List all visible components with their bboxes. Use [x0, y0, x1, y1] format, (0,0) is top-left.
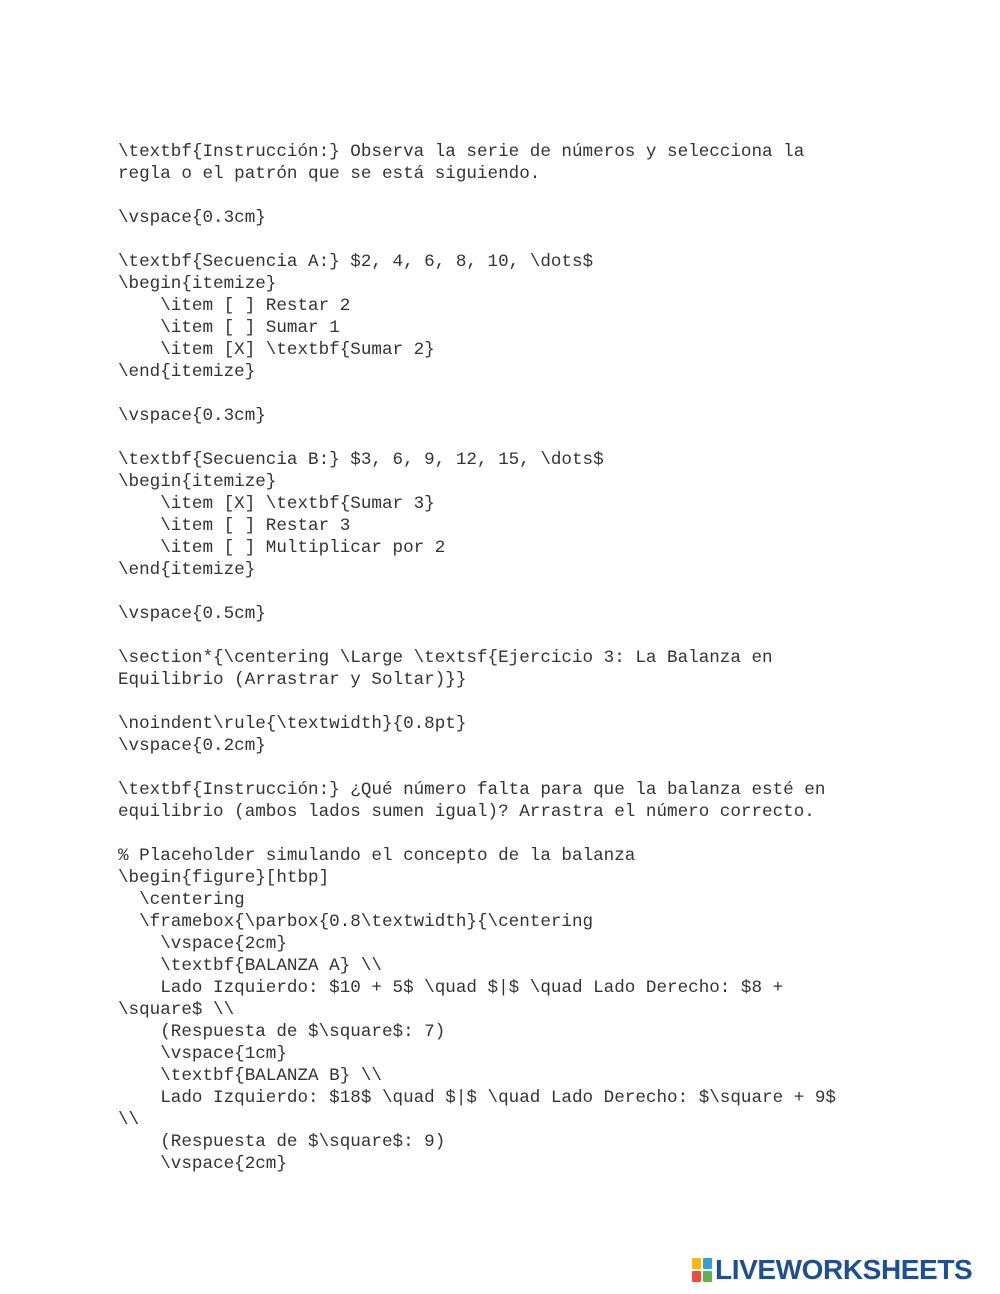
text-line: \framebox{\parbox{0.8\textwidth}{\centering — [118, 912, 594, 932]
text-line: \vspace{2cm} — [118, 934, 287, 954]
text-line: \noindent\rule{\textwidth}{0.8pt} — [118, 714, 467, 734]
text-line: \item [ ] Sumar 1 — [118, 318, 340, 338]
text-line: \begin{itemize} — [118, 472, 277, 492]
text-line: \\ — [118, 1110, 140, 1130]
text-line: Lado Izquierdo: $18$ \quad $|$ \quad Lado Derecho: $\square + 9$ — [118, 1088, 836, 1108]
logo-square-icon — [703, 1258, 712, 1269]
text-line: \item [ ] Restar 3 — [118, 516, 351, 536]
blank-line — [118, 185, 978, 207]
text-line: \textbf{Instrucción:} ¿Qué número falta para que la balanza esté en — [118, 780, 826, 800]
text-line: \textbf{Instrucción:} Observa la serie de números y selecciona la — [118, 142, 805, 162]
text-line: Lado Izquierdo: $10 + 5$ \quad $|$ \quad Lado Derecho: $8 + — [118, 978, 784, 998]
text-line: \end{itemize} — [118, 362, 256, 382]
text-line: \textbf{Secuencia B:} $3, 6, 9, 12, 15, \dots$ — [118, 450, 604, 470]
text-line: Equilibrio (Arrastrar y Soltar)}} — [118, 670, 467, 690]
text-line: \end{itemize} — [118, 560, 256, 580]
text-line: % Placeholder simulando el concepto de la balanza — [118, 846, 636, 866]
text-line: \item [X] \textbf{Sumar 2} — [118, 340, 435, 360]
blank-line — [118, 757, 978, 779]
text-line: \textbf{BALANZA A} \\ — [118, 956, 382, 976]
text-line: (Respuesta de $\square$: 7) — [118, 1022, 446, 1042]
liveworksheets-logo-icon — [692, 1258, 712, 1282]
text-line: \begin{figure}[htbp] — [118, 868, 330, 888]
text-line: \begin{itemize} — [118, 274, 277, 294]
text-line: \textbf{BALANZA B} \\ — [118, 1066, 382, 1086]
latex-source-text — [118, 141, 978, 1175]
text-line: \section*{\centering \Large \textsf{Ejercicio 3: La Balanza en — [118, 648, 773, 668]
blank-line — [118, 383, 978, 405]
text-line: equilibrio (ambos lados sumen igual)? Arrastra el número correcto. — [118, 802, 815, 822]
text-line: \vspace{0.3cm} — [118, 208, 266, 228]
blank-line — [118, 581, 978, 603]
text-line: (Respuesta de $\square$: 9) — [118, 1132, 446, 1152]
liveworksheets-logo — [692, 1256, 972, 1284]
text-line: \square$ \\ — [118, 1000, 235, 1020]
logo-wordmark: LIVEWORKSHEETS — [715, 1254, 973, 1285]
blank-line — [118, 229, 978, 251]
text-line: \item [ ] Restar 2 — [118, 296, 351, 316]
blank-line — [118, 691, 978, 713]
text-line: \vspace{0.2cm} — [118, 736, 266, 756]
blank-line — [118, 625, 978, 647]
text-line: \vspace{0.3cm} — [118, 406, 266, 426]
text-line: \vspace{1cm} — [118, 1044, 287, 1064]
logo-square-icon — [692, 1271, 701, 1282]
text-line: \vspace{0.5cm} — [118, 604, 266, 624]
text-line: \textbf{Secuencia A:} $2, 4, 6, 8, 10, \dots$ — [118, 252, 594, 272]
blank-line — [118, 823, 978, 845]
text-line: \item [ ] Multiplicar por 2 — [118, 538, 446, 558]
text-line: \item [X] \textbf{Sumar 3} — [118, 494, 435, 514]
text-line: regla o el patrón que se está siguiendo. — [118, 164, 541, 184]
text-line: \vspace{2cm} — [118, 1154, 287, 1174]
logo-square-icon — [692, 1258, 701, 1269]
text-line: \centering — [118, 890, 245, 910]
logo-square-icon — [703, 1271, 712, 1282]
blank-line — [118, 427, 978, 449]
